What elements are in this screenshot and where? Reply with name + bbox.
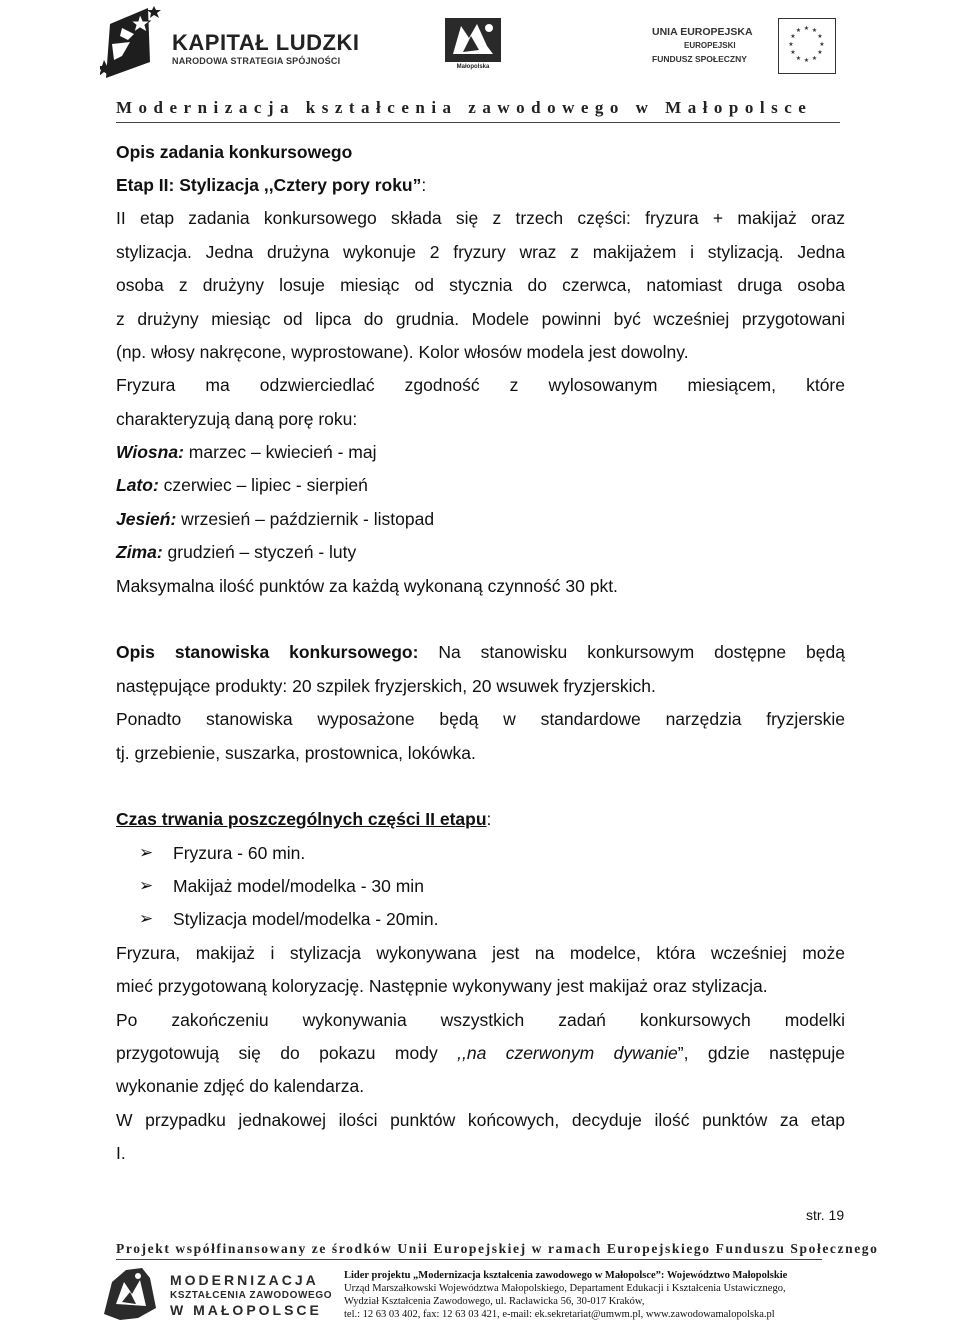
season-autumn [116,508,434,530]
header-tagline: Modernizacja kształcenia zawodowego w Małopolsce [116,98,813,117]
stanowisko-line3: Ponadto stanowiska wyposażone będą w standardowe narzędzia fryzjerskie [116,709,845,729]
p3-line4-pre: przygotowują się do pokazu mody [116,1043,458,1063]
contact-line1: Lider projektu „Modernizacja kształcenia zawodowego w Małopolsce”: Województwo Małopolskie [344,1270,788,1281]
mod-line3: W MAŁOPOLSCE [170,1302,322,1318]
arrow-bullet-icon: ➢ [139,909,154,928]
czas-item-makijaz: Makijaż model/modelka - 30 min [173,876,424,896]
season-winter [116,541,356,563]
stanowisko-line4: tj. grzebienie, suszarka, prostownica, lokówka. [116,743,476,763]
contact-line2: Urząd Marszałkowski Województwa Małopolskiego, Departament Edukacji i Kształcenia Ustawicznego, [344,1283,786,1294]
header-divider [116,122,840,123]
p3-line4-italic: ,,na czerwonym dywanie [457,1043,678,1063]
ue-line1: UNIA EUROPEJSKA [652,26,753,38]
modernizacja-logo [98,1264,333,1322]
p1-line3: osoba z drużyny losuje miesiąc od stycznia do czerwca, natomiast druga osoba [116,275,845,295]
p2-line1: Fryzura ma odzwierciedlać zgodność z wylosowanym miesiącem, które [116,375,845,395]
season-summer [116,474,368,496]
p3-line3: Po zakończeniu wykonywania wszystkich zadań konkursowych modelki [116,1010,845,1030]
footer-tagline: Projekt współfinansowany ze środków Unii Europejskiej w ramach Europejskiego Funduszu Społecznego [116,1241,879,1256]
p3-line1: Fryzura, makijaż i stylizacja wykonywana jest na modelce, która wcześniej może [116,943,845,963]
ue-line3: FUNDUSZ SPOŁECZNY [652,54,747,64]
contact-line3: Wydział Kształcenia Zawodowego, ul. Racławicka 56, 30-017 Kraków, [344,1296,645,1307]
contact-line4: tel.: 12 63 03 402, fax: 12 63 03 421, e-mail: ek.sekretariat@umwm.pl, www.zawodowamalopolska.pl [344,1309,775,1320]
svg-text:★: ★ [788,41,794,48]
malopolska-logo [443,16,503,78]
p1-line4: z drużyny miesiąc od lipca do grudnia. Modele powinni być wcześniej przygotowani [116,309,845,329]
malopolska-emblem-icon [443,16,503,64]
arrow-bullet-icon: ➢ [139,876,154,895]
p4-line2: I. [116,1143,126,1163]
svg-text:★: ★ [817,49,823,56]
arrow-bullet-icon: ➢ [139,843,154,862]
max-points-text: Maksymalna ilość punktów za każdą wykonaną czynność 30 pkt. [116,576,618,596]
footer-contact [344,1269,787,1321]
p1-line2: stylizacja. Jedna drużyna wykonuje 2 fryzury wraz z makijażem i stylizacją. Jedna [116,242,845,262]
p3-line4-post: ”, gdzie następuje [677,1043,845,1063]
stanowisko-line2: następujące produkty: 20 szpilek fryzjerskich, 20 wsuwek fryzjerskich. [116,676,656,696]
p3-line5: wykonanie zdjęć do kalendarza. [116,1076,365,1096]
svg-text:★: ★ [819,41,825,48]
ue-line2: EUROPEJSKI [684,41,736,50]
section-heading: Opis zadania konkursowego [116,142,353,162]
stanowisko-line1 [116,641,845,663]
p1-line5: (np. włosy nakręcone, wyprostowane). Kolor włosów modela jest dowolny. [116,342,689,362]
season-name: Lato: [116,475,159,495]
etap-colon: : [421,175,427,195]
svg-text:★: ★ [803,25,810,32]
czas-item-fryzura: Fryzura - 60 min. [173,843,306,863]
malopolska-label: Małopolska [456,64,490,70]
season-name: Jesień: [116,509,177,529]
p1-line1: II etap zadania konkursowego składa się z trzech części: fryzura + makijaż oraz [116,208,845,228]
season-months: grudzień – styczeń - luty [162,542,357,562]
kapital-ludzki-title: KAPITAŁ LUDZKI [172,30,360,55]
kapital-ludzki-subtitle: NARODOWA STRATEGIA SPÓJNOŚCI [172,56,341,66]
czas-label: Czas trwania poszczególnych części II etapu [116,809,487,829]
svg-text:★: ★ [795,27,802,34]
svg-text:★: ★ [811,55,818,62]
season-months: wrzesień – październik - listopad [176,509,435,529]
stanowisko-text: Na stanowisku konkursowym dostępne będą [418,642,845,662]
etap-title: Etap II: Stylizacja ,,Cztery pory roku” [116,175,422,195]
season-months: czerwiec – lipiec - sierpień [158,475,368,495]
etap-heading [116,174,426,196]
p2-line2: charakteryzują daną porę roku: [116,409,358,429]
svg-text:★: ★ [790,49,796,56]
p3-line4 [116,1042,845,1064]
page-number: str. 19 [806,1207,845,1223]
season-name: Wiosna: [116,442,184,462]
svg-text:★: ★ [817,33,823,40]
kapital-ludzki-logo [100,4,360,86]
footer-divider [116,1259,822,1260]
season-months: marzec – kwiecień - maj [183,442,377,462]
season-name: Zima: [116,542,163,562]
czas-colon: : [486,809,492,829]
svg-text:★: ★ [811,27,818,34]
p3-line2: mieć przygotowaną koloryzację. Następnie wykonywany jest makijaż oraz stylizacja. [116,976,768,996]
season-spring [116,441,376,463]
czas-item-stylizacja: Stylizacja model/modelka - 20min. [173,909,439,929]
svg-text:★: ★ [795,55,802,62]
eu-stars-icon [779,19,834,72]
unia-europejska-logo [652,18,842,76]
svg-text:★: ★ [790,33,796,40]
mod-line1: MODERNIZACJA [170,1272,319,1288]
kapital-ludzki-emblem-icon [100,4,166,84]
svg-text:★: ★ [803,57,810,64]
eu-flag-icon [778,18,836,74]
czas-heading [116,808,491,830]
modernizacja-emblem-icon [98,1264,162,1322]
p4-line1: W przypadku jednakowej ilości punktów końcowych, decyduje ilość punktów za etap [116,1110,845,1130]
mod-line2: KSZTAŁCENIA ZAWODOWEGO [170,1290,333,1301]
stanowisko-label: Opis stanowiska konkursowego: [116,642,419,662]
